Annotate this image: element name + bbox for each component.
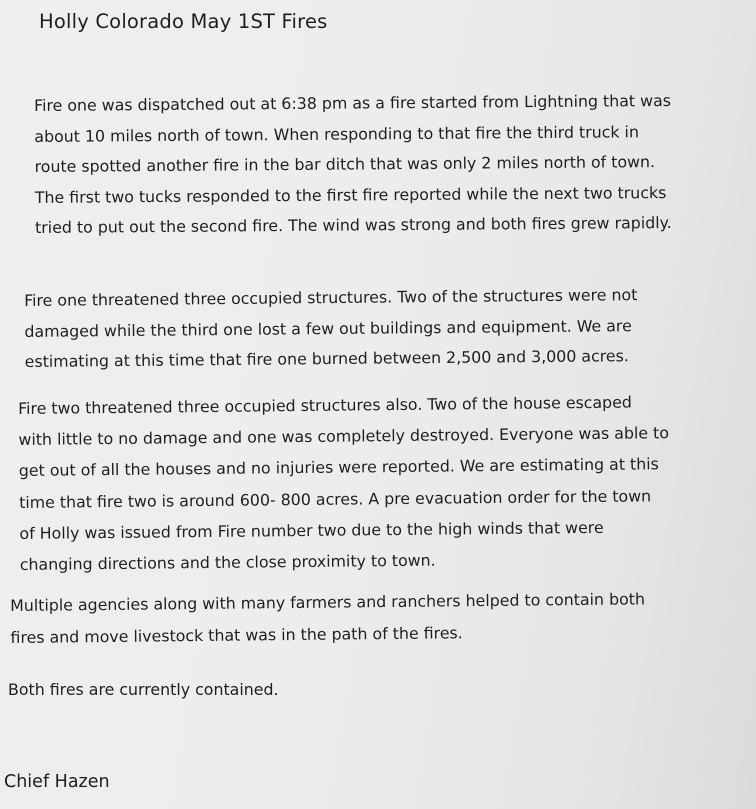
document-title: Holly Colorado May 1ST Fires (39, 10, 328, 33)
paragraph-fire-one: Fire one threatened three occupied structures. Two of the structures were not damaged while the third one lost a few out buildings and equipment. We are estimating at this time that fire one burned between 2,500 and 3,000 acres. (24, 285, 638, 371)
paragraph-contained: Both fires are currently contained. (8, 680, 279, 699)
paragraph-agencies: Multiple agencies along with many farmers and ranchers helped to contain both fires and move livestock that was in the path of the fires. (10, 589, 646, 647)
signature: Chief Hazen (4, 772, 110, 792)
paragraph-dispatch: Fire one was dispatched out at 6:38 pm as a fire started from Lightning that was about 10 miles north of town. When responding to that fire the third truck in route spotted another fire in the bar ditch that was only 2 miles north of town. The first two tucks responded to the first fire reported while the next two trucks tried to put out the second fire. The wind was strong and both fires grew rapidly. (34, 90, 672, 237)
paragraph-fire-two: Fire two threatened three occupied structures also. Two of the house escaped with little to no damage and one was completely destroyed. Everyone was able to get out of all the houses and no injuries were reported. We are estimating at this time that fire two is around 600- 800 acres. A pre evacuation order for the town of Holly was issued from Fire number two due to the high winds that were changing directions and the close proximity to town. (18, 392, 670, 575)
